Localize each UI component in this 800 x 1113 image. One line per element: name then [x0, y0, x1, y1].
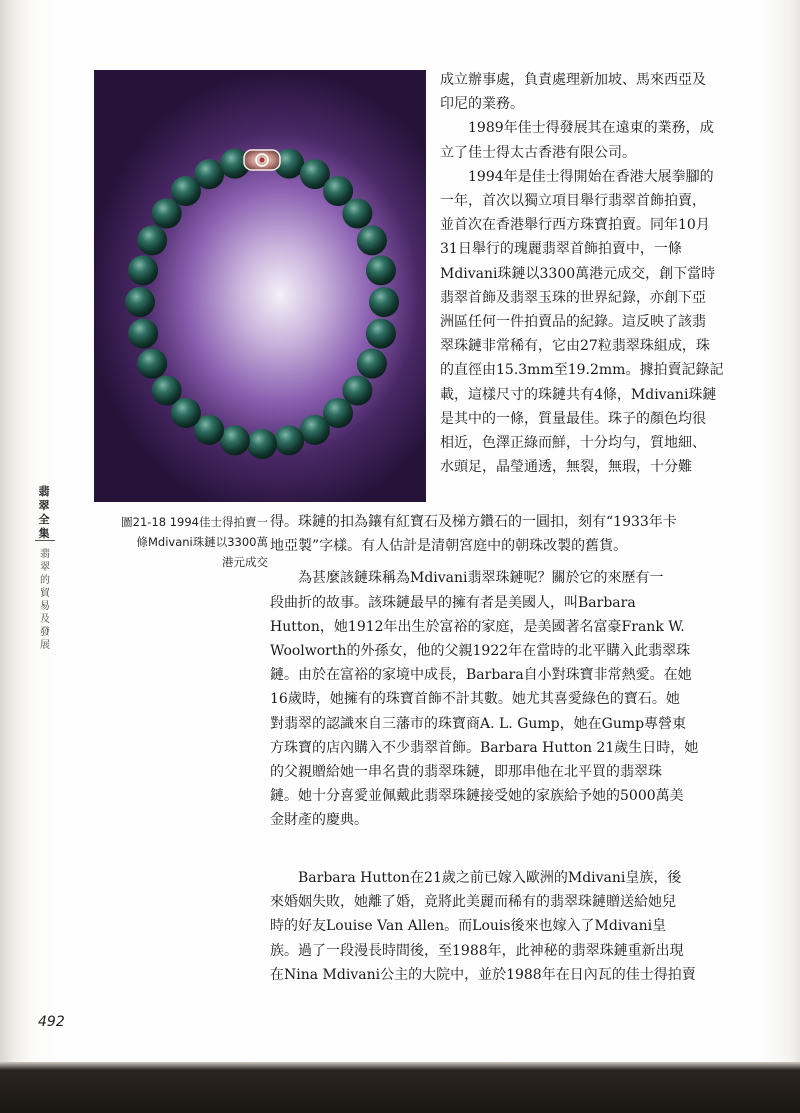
text-line: 翠珠鏈非常稀有，它由27粒翡翠珠組成，珠 [440, 338, 710, 355]
text-line: 的父親贈給她一串名貴的翡翠珠鏈，即那串他在北平買的翡翠珠 [270, 764, 662, 781]
caption-line: 港元成交 [222, 555, 268, 569]
text-line: 16歲時，她擁有的珠寶首飾不計其數。她尤其喜愛綠色的寶石。她 [270, 691, 680, 708]
jade-beads [125, 149, 399, 459]
text-line: 立了佳士得太古香港有限公司。 [440, 144, 636, 161]
text-line: 金財產的慶典。 [270, 812, 368, 829]
text-line: 地亞製”字樣。有人估計是清朝宮庭中的朝珠改製的舊貨。 [270, 538, 628, 555]
text-line: 並首次在香港舉行西方珠寶拍賣。同年10月 [440, 217, 710, 234]
text-line: Barbara Hutton在21歲之前已嫁入歐洲的Mdivani皇族，後 [270, 870, 682, 886]
text-line: 得。珠鏈的扣為鑲有紅寶石及梯方鑽石的一圓扣，刻有“1933年卡 [270, 514, 677, 530]
jade-bead [369, 287, 399, 317]
text-line: 成立辦事處，負責處理新加坡、馬來西亞及 [440, 72, 706, 88]
wide-text-block-2 [270, 866, 766, 987]
text-line: Mdivani珠鏈以3300萬港元成交，創下當時 [440, 265, 716, 282]
jade-necklace-image [94, 70, 426, 502]
text-line: 族。過了一段漫長時間後，至1988年，此神秘的翡翠珠鏈重新出現 [270, 942, 684, 959]
text-line: 時的好友Louise Van Allen。而Louis後來也嫁入了Mdivani皇 [270, 918, 667, 935]
jade-bead [342, 199, 372, 229]
jade-bead [366, 255, 396, 285]
text-line: 來婚姻失敗，她離了婚，竟將此美麗而稀有的翡翠珠鏈贈送給她兒 [270, 894, 676, 911]
text-line: 鏈。由於在富裕的家境中成長，Barbara自小對珠寶非常熱愛。在她 [270, 667, 692, 684]
text-line: 翡翠首飾及翡翠玉珠的世界紀錄，亦創下亞 [440, 289, 706, 306]
jade-bead [366, 319, 396, 349]
jade-bead [274, 425, 304, 455]
text-line: 1989年佳士得發展其在遠東的業務，成 [440, 120, 714, 137]
text-line: Hutton，她1912年出生於富裕的家庭，是美國著名富豪Frank W. [270, 618, 685, 635]
jade-bead [357, 225, 387, 255]
jade-bead [137, 349, 167, 379]
book-title-vertical: 翡 翠 全 集 [38, 485, 50, 540]
caption-line: 圖21-18 1994佳士得拍賣一 [121, 515, 268, 529]
text-line: 在Nina Mdivani公主的大院中，並於1988年在日內瓦的佳士得拍賣 [270, 966, 696, 983]
text-line: 為甚麼該鏈珠稱為Mdivani翡翠珠鏈呢？關於它的來歷有一 [270, 570, 664, 587]
right-column-text [440, 68, 768, 479]
jade-bead [128, 319, 158, 349]
ruby-diamond-clasp [244, 150, 280, 170]
jade-bead [125, 287, 155, 317]
text-line: 鏈。她十分喜愛並佩戴此翡翠珠鏈接受她的家族給予她的5000萬美 [270, 788, 684, 805]
text-line: 方珠寶的店內購入不少翡翠首飾。Barbara Hutton 21歲生日時，她 [270, 739, 699, 756]
text-line: 印尼的業務。 [440, 96, 524, 113]
text-line: 載，這樣尺寸的珠鏈共有4條，Mdivani珠鏈 [440, 386, 717, 403]
text-line: 1994年是佳士得開始在香港大展拳腳的 [440, 168, 714, 185]
jade-bead [194, 159, 224, 189]
wide-text-block-1 [270, 510, 766, 833]
page-bottom-shadow [0, 1062, 800, 1113]
jade-bead [357, 349, 387, 379]
figure-caption [90, 512, 268, 572]
text-line: Woolworth的外孫女，他的父親1922年在當時的北平購入此翡翠珠 [270, 643, 691, 660]
side-divider [35, 540, 55, 541]
text-line: 的直徑由15.3mm至19.2mm。據拍賣記錄記 [440, 362, 724, 379]
caption-line: 條Mdivani珠鏈以3300萬 [136, 535, 268, 549]
jade-bead [128, 255, 158, 285]
jade-necklace-photo [94, 70, 426, 502]
jade-bead [220, 425, 250, 455]
text-line: 31日舉行的瑰麗翡翠首飾拍賣中，一條 [440, 241, 682, 258]
text-line: 一年，首次以獨立項目舉行翡翠首飾拍賣， [440, 193, 706, 210]
text-line: 是其中的一條，質量最佳。珠子的顏色均很 [440, 410, 706, 427]
text-line: 段曲折的故事。該珠鏈最早的擁有者是美國人，叫Barbara [270, 594, 636, 611]
text-line: 相近，色澤正綠而鮮，十分均勻，質地細、 [440, 435, 706, 452]
jade-bead [300, 415, 330, 445]
page-number: 492 [38, 1014, 65, 1030]
chapter-title-vertical: 翡 翠 的 貿 易 及 發 展 [40, 549, 50, 651]
text-line: 對翡翠的認識來自三藩市的珠寶商A. L. Gump，她在Gump專營東 [270, 715, 687, 732]
text-line: 洲區任何一件拍賣品的紀錄。這反映了該翡 [440, 314, 706, 331]
jade-bead [152, 376, 182, 406]
text-line: 水頭足，晶瑩通透，無裂，無瑕，十分難 [440, 459, 692, 476]
jade-bead [137, 225, 167, 255]
jade-bead [247, 429, 277, 459]
